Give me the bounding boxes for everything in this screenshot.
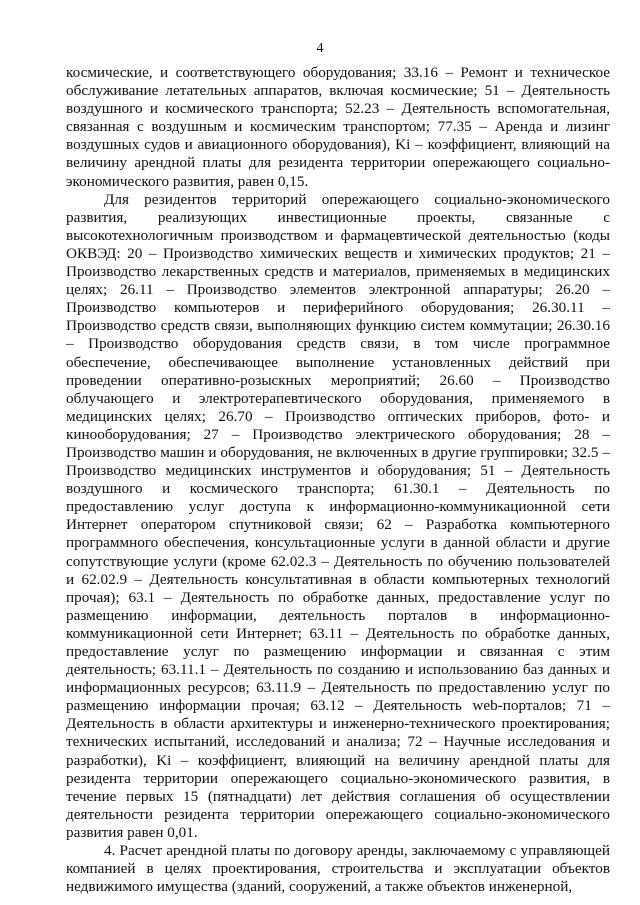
paragraph-item-4: 4. Расчет арендной платы по договору аренды, заключаемому с управляющей компанией в целях проектирования, строительства и эксплуатации объектов недвижимого имущества (зданий, сооружений, а также объектов инженерной, xyxy=(66,842,610,896)
paragraph-continuation: космические, и соответствующего оборудования; 33.16 – Ремонт и техническое обслуживание летательных аппаратов, включая космические; 51 – Деятельность воздушного и космического транспорта; 52.23 – Деятельность вспомогательная, связанная с воздушным и космическим транспортом; 77.35 – Аренда и лизинг воздушных судов и авиационного оборудования), Ki – коэффициент, влияющий на величину арендной платы для резидента территории опережающего социально-экономического развития, равен 0,15. xyxy=(66,64,610,190)
paragraph-high-tech-residents: Для резидентов территорий опережающего социально-экономического развития, реализующих инвестиционные проекты, связанные с высокотехнологичным производством и фармацевтической деятельностью (коды ОКВЭД: 20 – Производство химических веществ и химических продуктов; 21 – Производство лекарственных средств и материалов, применяемых в медицинских целях; 26.11 – Производство элементов электронной аппаратуры; 26.20 – Производство компьютеров и периферийного оборудования; 26.30.11 – Производство средств связи, выполняющих функцию систем коммутации; 26.30.16 – Производство оборудования средств связи, в том числе программное обеспечение, обеспечивающее выполнение установленных действий при проведении оперативно-розыскных мероприятий; 26.60 – Производство облучающего и электротерапевтического оборудования, применяемого в медицинских целях; 26.70 – Производство оптических приборов, фото- и кинооборудования; 27 – Производство электрического оборудования; 28 – Производство машин и оборудования, не включенных в другие группировки; 32.5 – Производство медицинских инструментов и оборудования; 51 – Деятельность воздушного и космического транспорта; 61.30.1 – Деятельность по предоставлению услуг доступа к информационно-коммуникационной сети Интернет оператором спутниковой связи; 62 – Разработка компьютерного программного обеспечения, консультационные услуги в данной области и другие сопутствующие услуги (кроме 62.02.3 – Деятельность по обучению пользователей и 62.02.9 – Деятельность консультативная в области компьютерных технологий прочая); 63.1 – Деятельность по обработке данных, предоставление услуг по размещению информации, деятельность порталов в информационно-коммуникационной сети Интернет; 63.11 – Деятельность по обработке данных, предоставление услуг по размещению информации и связанная с этим деятельность; 63.11.1 – Деятельность по созданию и использованию баз данных и информационных ресурсов; 63.11.9 – Деятельность по предоставлению услуг по размещению информации прочая; 63.12 – Деятельность web-порталов; 71 –Деятельность в области архитектуры и инженерно-технического проектирования; технических испытаний, исследований и анализа; 72 – Научные исследования и разработки), Ki – коэффициент, влияющий на величину арендной платы для резидента территории опережающего социально-экономического развития, в течение первых 15 (пятнадцати) лет действия соглашения об осуществлении деятельности резидента территории опережающего социально-экономического развития равен 0,01. xyxy=(66,190,610,841)
document-body xyxy=(66,64,610,896)
page-number: 4 xyxy=(316,41,324,56)
